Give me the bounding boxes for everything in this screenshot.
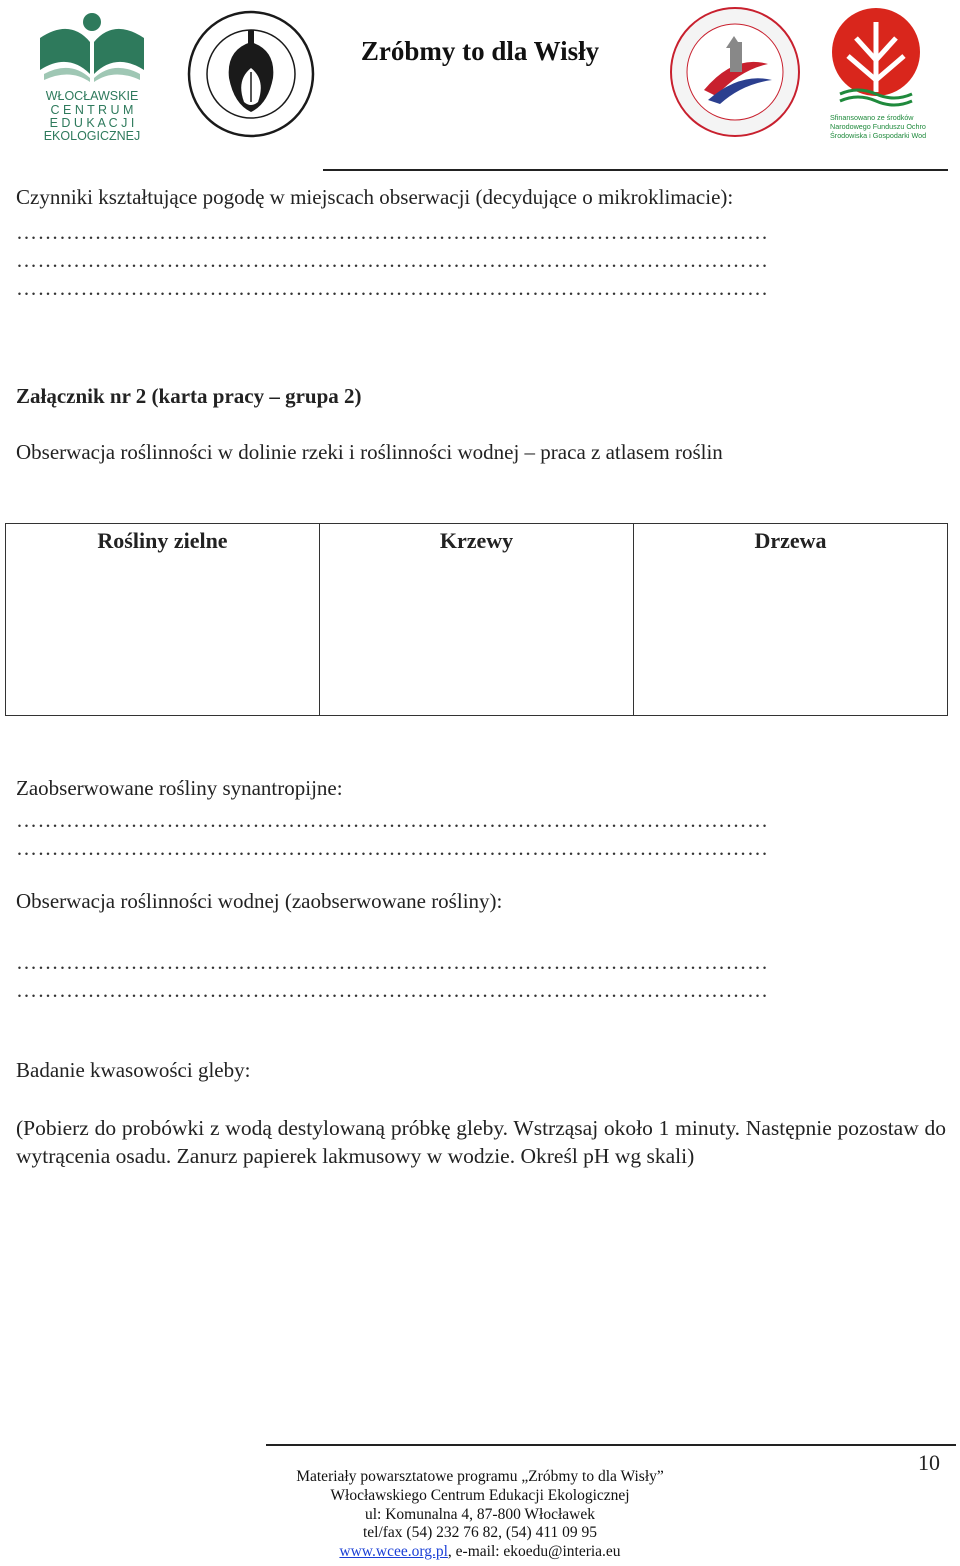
table-header-shrubs[interactable]: Krzewy <box>320 524 634 715</box>
footer-line: ul: Komunalna 4, 87-800 Włocławek <box>364 1505 595 1523</box>
svg-text:WŁOCŁAWSKIE: WŁOCŁAWSKIE <box>45 89 139 103</box>
microclimate-prompt: Czynniki kształtujące pogodę w miejscach obserwacji (decydujące o mikroklimacie): <box>16 185 734 209</box>
answer-line[interactable]: …………………………………………………………………………………………… <box>16 836 769 860</box>
answer-line[interactable]: …………………………………………………………………………………………… <box>16 978 769 1002</box>
footer-contact <box>240 1543 720 1562</box>
annex-subtitle: Obserwacja roślinności w dolinie rzeki i roślinności wodnej – praca z atlasem roślin <box>16 440 723 464</box>
footer-line: tel/fax (54) 232 76 82, (54) 411 09 95 <box>362 1524 598 1542</box>
page-number: 10 <box>918 1450 940 1475</box>
soil-acidity-title: Badanie kwasowości gleby: <box>16 1058 251 1082</box>
answer-line[interactable]: …………………………………………………………………………………………… <box>16 950 769 974</box>
answer-line[interactable]: …………………………………………………………………………………………… <box>16 248 769 272</box>
synanthropic-prompt: Zaobserwowane rośliny synantropijne: <box>16 776 343 800</box>
footer-line: Materiały powarsztatowe programu „Zróbmy to dla Wisły” <box>296 1468 664 1485</box>
rcee-plock-logo <box>184 8 319 140</box>
footer-line: Włocławskiego Centrum Edukacji Ekologicznej <box>330 1486 630 1504</box>
table-header-herbs[interactable]: Rośliny zielne <box>6 524 320 715</box>
footer-divider <box>266 1444 956 1446</box>
svg-text:Środowiska i Gospodarki Wodnej: Środowiska i Gospodarki Wodnej <box>830 131 926 140</box>
svg-text:Sfinansowano ze środków: Sfinansowano ze środków <box>830 113 914 122</box>
email-text: , e-mail: ekoedu@interia.eu <box>447 1543 621 1561</box>
answer-line[interactable]: …………………………………………………………………………………………… <box>16 808 769 832</box>
wcee-logo <box>30 8 155 140</box>
plants-table <box>5 523 948 716</box>
soil-instructions: (Pobierz do probówki z wodą destylowaną próbkę gleby. Wstrząsaj około 1 minuty. Następnie pozostaw do wytrącenia osadu. Zanurz papierek lakmusowy w wodzie. Określ pH wg skali) <box>16 1116 946 1168</box>
annex-title: Załącznik nr 2 (karta pracy – grupa 2) <box>16 384 362 408</box>
header-title: Zróbmy to dla Wisły <box>360 36 600 66</box>
aquatic-prompt: Obserwacja roślinności wodnej (zaobserwowane rośliny): <box>16 889 503 913</box>
header-divider <box>323 169 948 171</box>
svg-text:C E N T R U M: C E N T R U M <box>50 103 134 117</box>
footer-info <box>240 1468 720 1562</box>
svg-text:E D U K A C J I: E D U K A C J I <box>49 116 135 130</box>
svg-text:EKOLOGICZNEJ: EKOLOGICZNEJ <box>43 129 141 140</box>
website-link[interactable]: www.wcee.org.pl <box>339 1543 448 1561</box>
svg-text:Narodowego Funduszu Ochrony: Narodowego Funduszu Ochrony <box>830 122 926 131</box>
nfosigw-logo <box>826 6 926 140</box>
answer-line[interactable]: …………………………………………………………………………………………… <box>16 220 769 244</box>
answer-line[interactable]: …………………………………………………………………………………………… <box>16 276 769 300</box>
czp-lodz-logo <box>664 4 806 140</box>
table-header-trees[interactable]: Drzewa <box>754 528 827 553</box>
